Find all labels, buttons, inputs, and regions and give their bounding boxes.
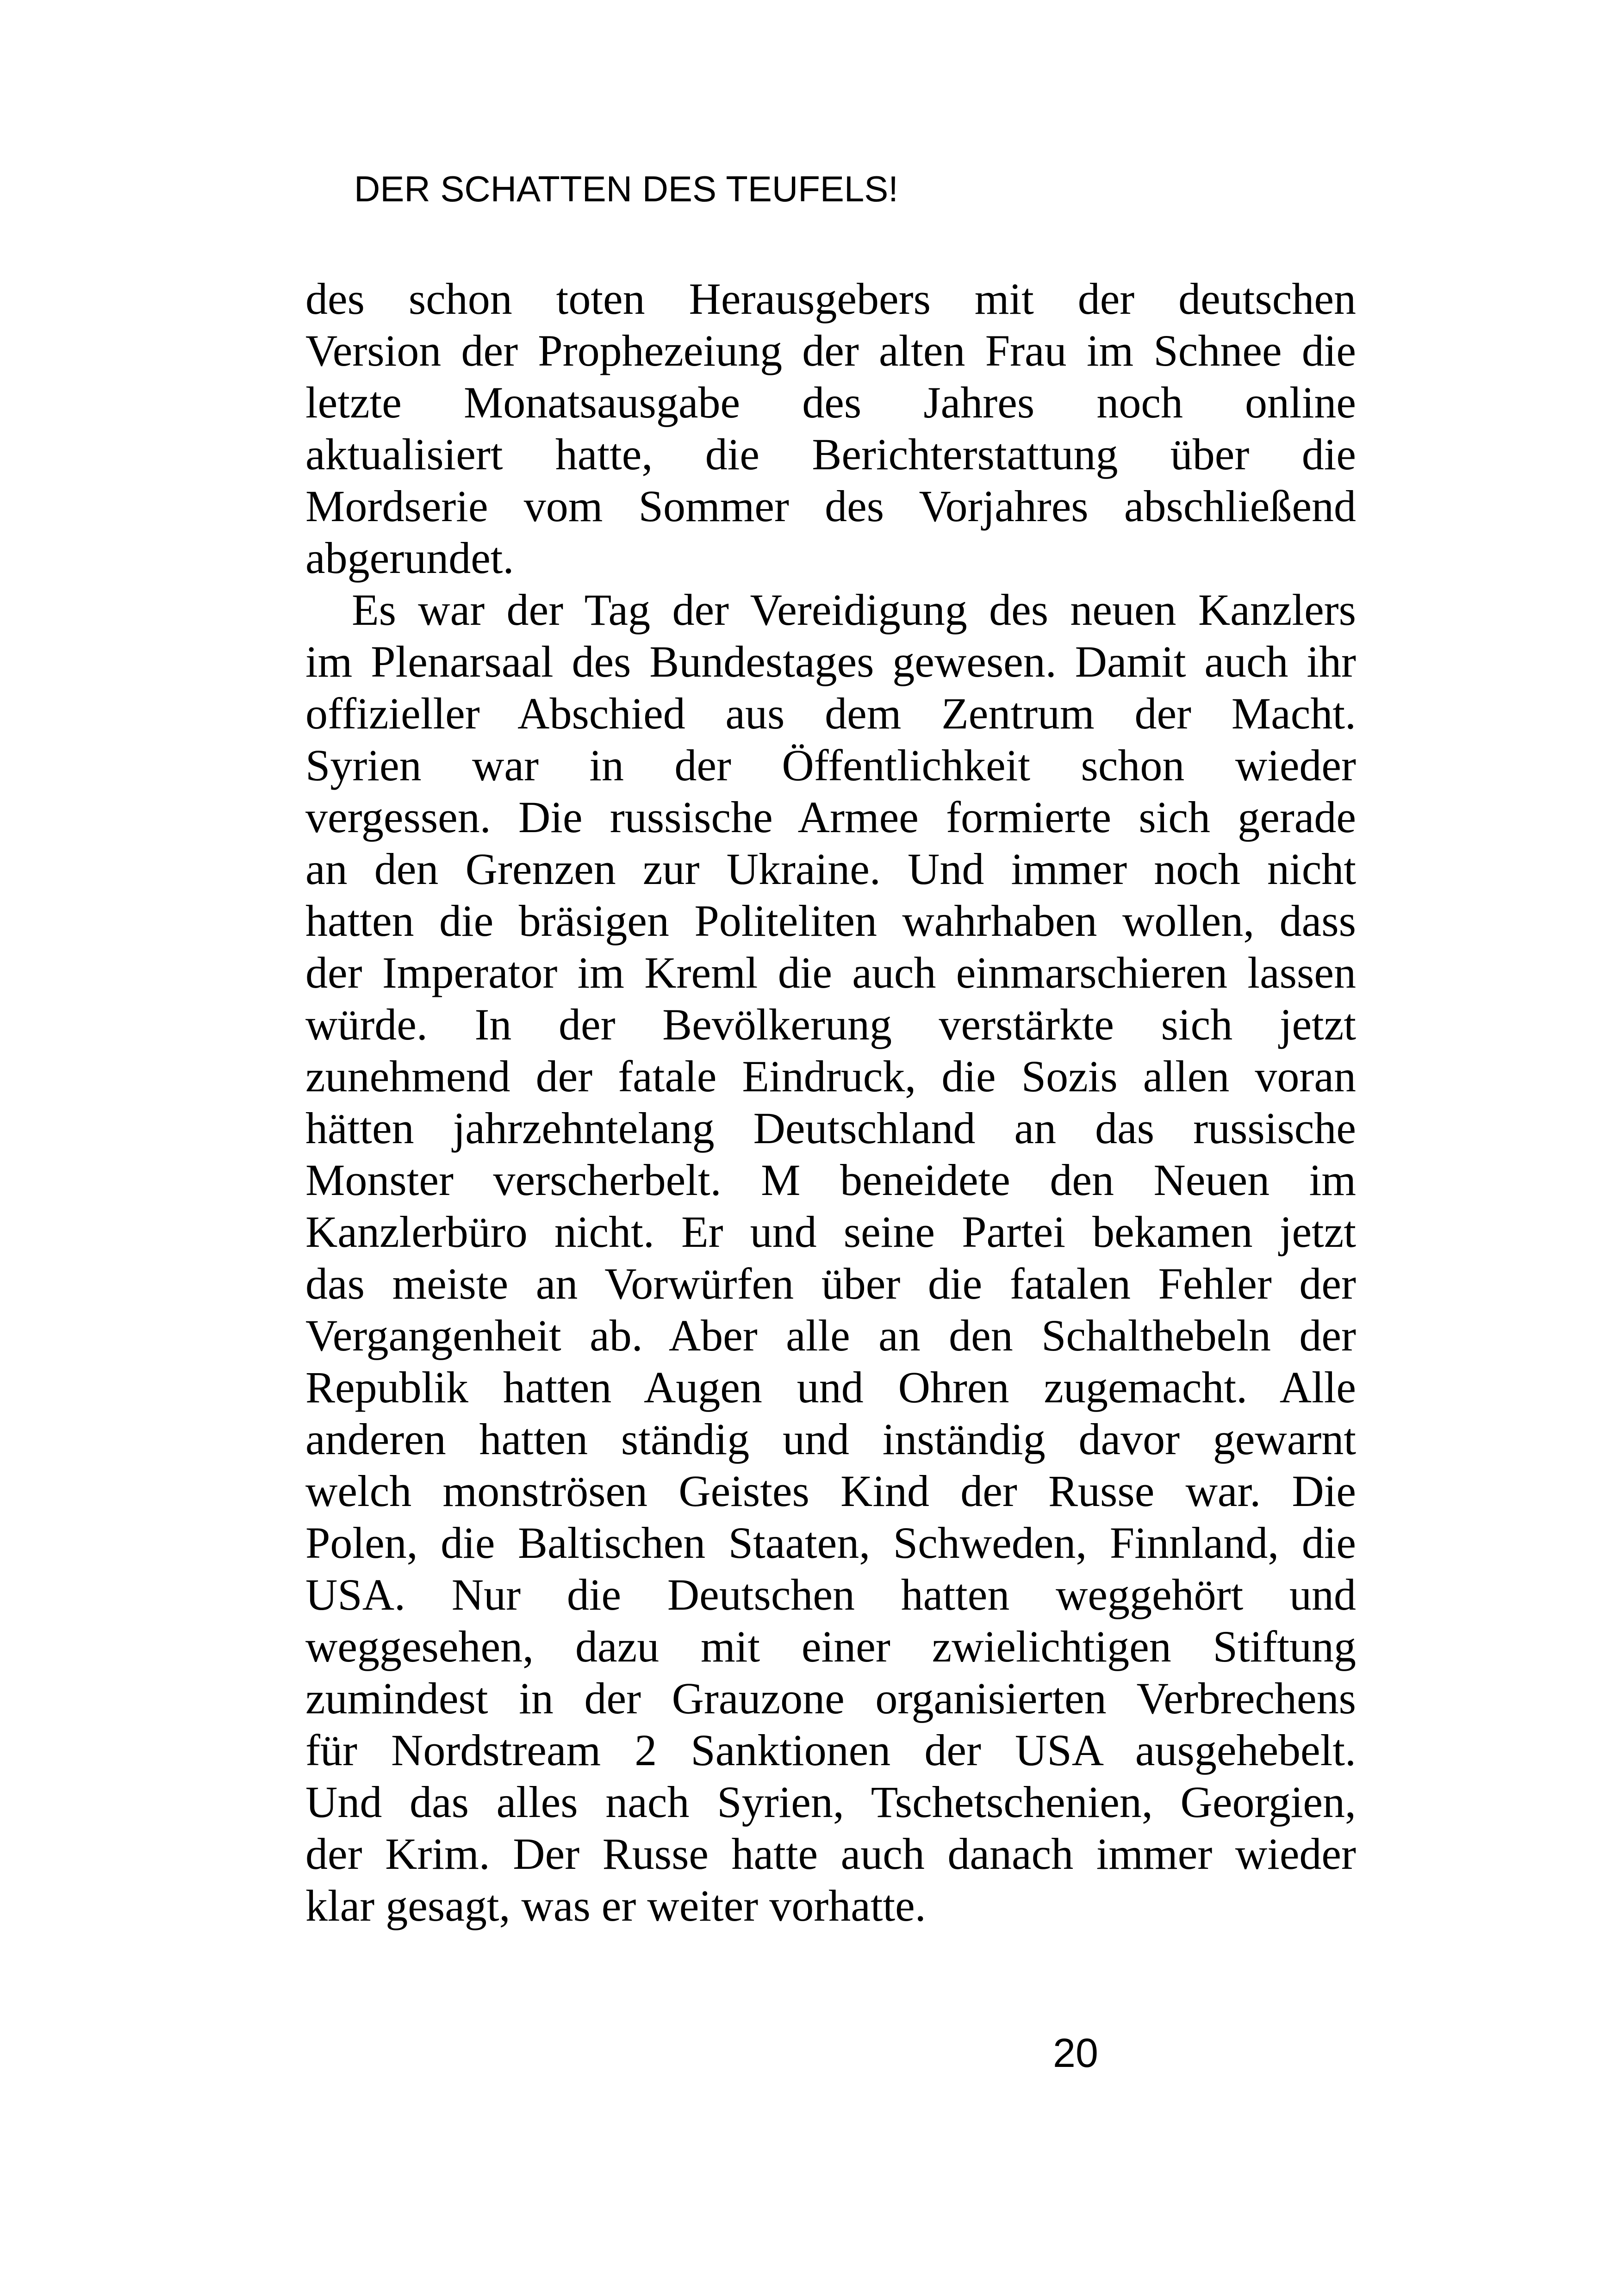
running-header: DER SCHATTEN DES TEUFELS! [354,168,898,209]
text-line: letzte Monatsausgabe des Jahres noch online [305,378,1356,427]
text-line: Polen, die Baltischen Staaten, Schweden, Finnland, die [305,1518,1356,1568]
text-line: welch monströsen Geistes Kind der Russe war. Die [305,1466,1356,1516]
page-number: 20 [1053,2030,1098,2076]
text-line: der Krim. Der Russe hatte auch danach immer wieder [305,1829,1356,1879]
text-line: anderen hatten ständig und inständig davor gewarnt [305,1414,1356,1464]
text-line: offizieller Abschied aus dem Zentrum der Macht. [305,689,1356,738]
body-text-block [305,273,1356,1932]
text-line: abgerundet. [305,533,514,583]
text-line: würde. In der Bevölkerung verstärkte sich jetzt [305,1000,1356,1049]
text-line: Es war der Tag der Vereidigung des neuen Kanzlers [352,585,1356,635]
text-line: hätten jahrzehntelang Deutschland an das russische [305,1103,1356,1153]
text-line: Kanzlerbüro nicht. Er und seine Partei bekamen jetzt [305,1207,1356,1257]
text-line: weggesehen, dazu mit einer zwielichtigen Stiftung [305,1622,1356,1671]
text-line: an den Grenzen zur Ukraine. Und immer noch nicht [305,844,1356,894]
text-line: hatten die bräsigen Politeliten wahrhaben wollen, dass [305,896,1356,946]
text-line: Republik hatten Augen und Ohren zugemacht. Alle [305,1363,1356,1412]
text-line: Version der Prophezeiung der alten Frau im Schnee die [305,326,1356,375]
text-line: Mordserie vom Sommer des Vorjahres abschließend [305,481,1356,531]
text-line: der Imperator im Kreml die auch einmarschieren lassen [305,948,1356,997]
text-line: vergessen. Die russische Armee formierte sich gerade [305,792,1356,842]
text-line: Und das alles nach Syrien, Tschetschenien, Georgien, [305,1777,1356,1827]
text-line: das meiste an Vorwürfen über die fatalen Fehler der [305,1259,1356,1308]
text-line: zunehmend der fatale Eindruck, die Sozis allen voran [305,1052,1356,1101]
text-line: aktualisiert hatte, die Berichterstattung über die [305,429,1356,479]
text-line: Syrien war in der Öffentlichkeit schon wieder [305,740,1356,790]
text-line: im Plenarsaal des Bundestages gewesen. Damit auch ihr [305,637,1356,686]
text-line: zumindest in der Grauzone organisierten Verbrechens [305,1674,1356,1723]
text-line: USA. Nur die Deutschen hatten weggehört und [305,1570,1356,1619]
text-line: Monster verscherbelt. M beneidete den Neuen im [305,1155,1356,1205]
text-line: klar gesagt, was er weiter vorhatte. [305,1881,926,1930]
text-line: des schon toten Herausgebers mit der deutschen [305,274,1356,324]
text-line: für Nordstream 2 Sanktionen der USA ausgehebelt. [305,1725,1356,1775]
text-line: Vergangenheit ab. Aber alle an den Schalthebeln der [305,1311,1356,1360]
